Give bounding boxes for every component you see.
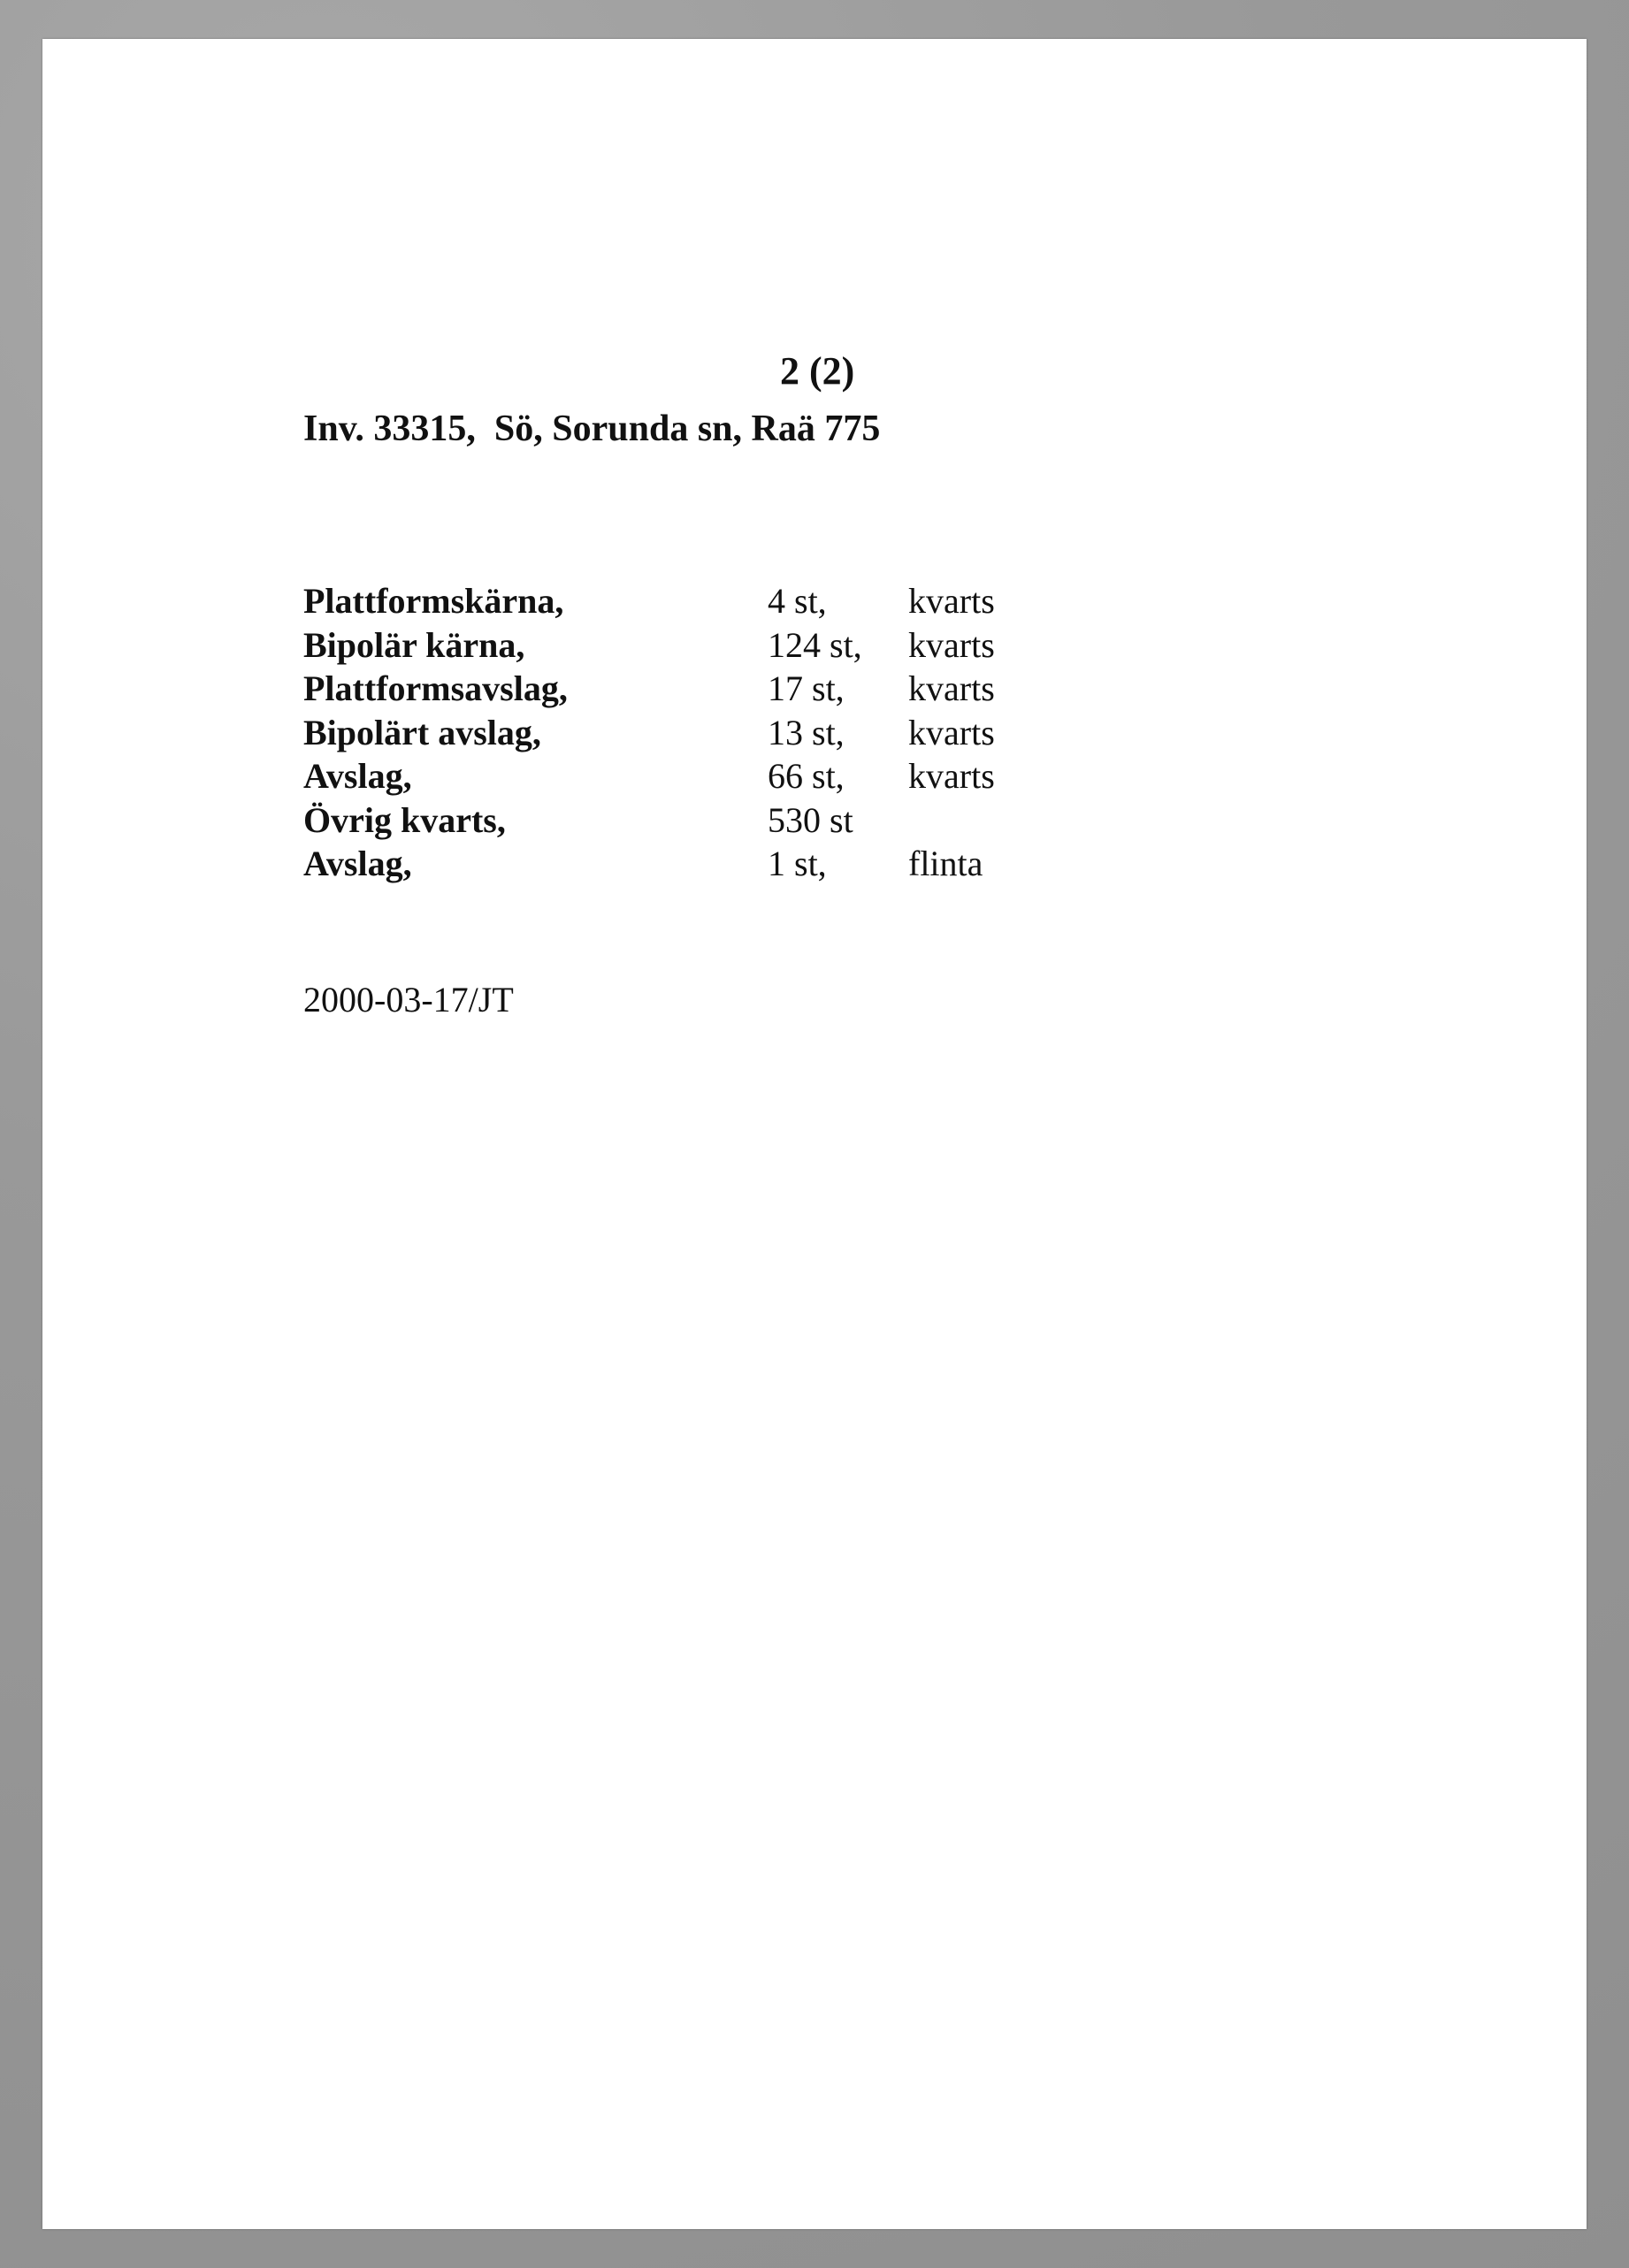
page-number: 2 (2) bbox=[780, 349, 855, 393]
item-name: Plattformskärna, bbox=[303, 581, 564, 621]
item-name: Avslag, bbox=[303, 756, 412, 796]
item-name: Plattformsavslag, bbox=[303, 668, 568, 708]
item-quantity: 13 st, bbox=[768, 712, 845, 752]
item-quantity: 1 st, bbox=[768, 844, 827, 883]
item-name: Avslag, bbox=[303, 844, 412, 883]
item-material: kvarts bbox=[908, 668, 995, 708]
item-quantity: 530 st bbox=[768, 799, 853, 840]
item-name: Bipolärt avslag, bbox=[303, 712, 541, 752]
item-material: kvarts bbox=[908, 581, 995, 621]
item-material: flinta bbox=[908, 844, 983, 883]
item-material: kvarts bbox=[908, 756, 995, 796]
item-quantity: 17 st, bbox=[768, 668, 845, 708]
date-signature: 2000-03-17/JT bbox=[303, 980, 514, 1019]
inventory-header: Inv. 33315, Sö, Sorunda sn, Raä 775 bbox=[303, 409, 881, 449]
item-quantity: 124 st, bbox=[768, 624, 862, 665]
item-quantity: 66 st, bbox=[768, 756, 845, 796]
item-material: kvarts bbox=[908, 712, 995, 752]
item-name: Övrig kvarts, bbox=[303, 799, 506, 840]
item-quantity: 4 st, bbox=[768, 581, 827, 621]
item-name: Bipolär kärna, bbox=[303, 624, 525, 665]
item-material: kvarts bbox=[908, 624, 995, 665]
